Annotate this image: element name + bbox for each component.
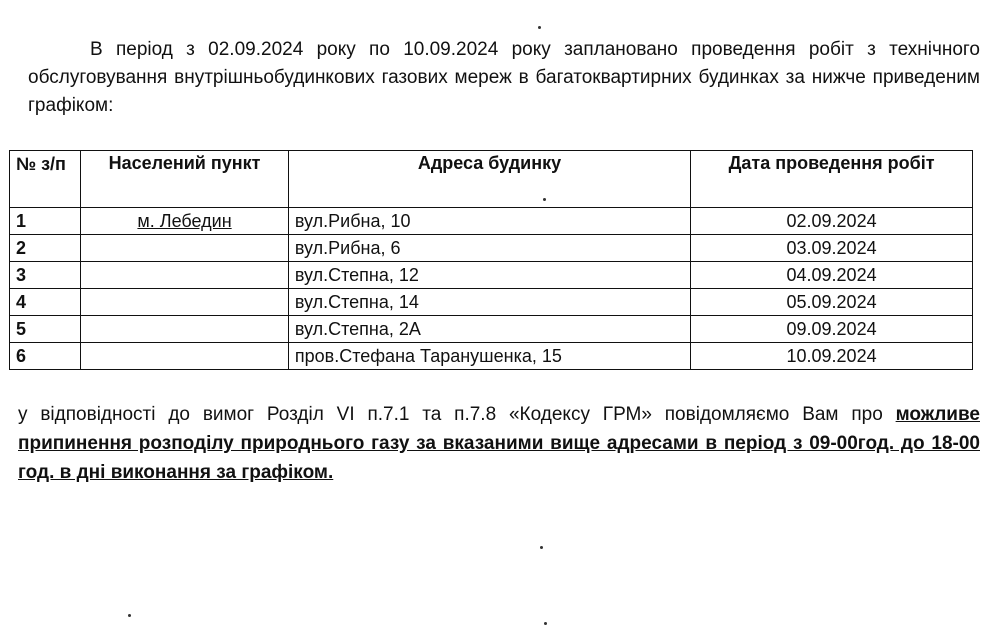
row-number: 3 — [10, 262, 81, 289]
maintenance-schedule-table — [9, 150, 973, 370]
notice-emphasis: можливе припинення розподілу природнього газу за вказаними вище адресами в період з 09-00год. до 18-00 год. в дні виконання за графіком. — [18, 404, 980, 483]
intro-paragraph — [28, 36, 980, 120]
row-address: вул.Рибна, 6 — [288, 235, 690, 262]
table-row — [10, 343, 973, 370]
row-number: 2 — [10, 235, 81, 262]
table-row — [10, 235, 973, 262]
row-settlement — [81, 343, 289, 370]
row-address: вул.Степна, 12 — [288, 262, 690, 289]
row-address: вул.Степна, 2А — [288, 316, 690, 343]
header-work-date: Дата проведення робіт — [691, 151, 973, 208]
row-date: 05.09.2024 — [691, 289, 973, 316]
row-settlement — [81, 289, 289, 316]
table-header-row — [10, 151, 973, 208]
settlement-name: м. Лебедин — [137, 211, 232, 231]
table-row — [10, 262, 973, 289]
table-row — [10, 208, 973, 235]
row-address: вул.Рибна, 10 — [288, 208, 690, 235]
row-date: 10.09.2024 — [691, 343, 973, 370]
row-number: 1 — [10, 208, 81, 235]
notice-text: у відповідності до вимог Розділ VI п.7.1 та п.7.8 «Кодексу ГРМ» повідомляємо Вам про — [18, 404, 896, 425]
intro-text: В період з 02.09.2024 року по 10.09.2024 року заплановано проведення робіт з технічного обслуговування внутрішньобудинкових газових мереж в багатоквартирних будинках за нижче приведеним графіком: — [28, 39, 980, 116]
row-date: 04.09.2024 — [691, 262, 973, 289]
row-address: пров.Стефана Таранушенка, 15 — [288, 343, 690, 370]
row-date: 09.09.2024 — [691, 316, 973, 343]
scan-speck — [544, 622, 547, 625]
row-date: 03.09.2024 — [691, 235, 973, 262]
row-address: вул.Степна, 14 — [288, 289, 690, 316]
header-address: Адреса будинку — [288, 151, 690, 208]
row-number: 4 — [10, 289, 81, 316]
row-settlement — [81, 235, 289, 262]
scan-speck — [128, 614, 131, 617]
row-settlement — [81, 208, 289, 235]
row-number: 5 — [10, 316, 81, 343]
row-settlement — [81, 316, 289, 343]
header-number: № з/п — [10, 151, 81, 208]
row-date: 02.09.2024 — [691, 208, 973, 235]
scan-speck — [538, 26, 541, 29]
header-settlement: Населений пункт — [81, 151, 289, 208]
table-row — [10, 316, 973, 343]
scan-speck — [543, 198, 546, 201]
table-row — [10, 289, 973, 316]
row-number: 6 — [10, 343, 81, 370]
row-settlement — [81, 262, 289, 289]
scan-speck — [540, 546, 543, 549]
notice-paragraph — [18, 400, 980, 487]
